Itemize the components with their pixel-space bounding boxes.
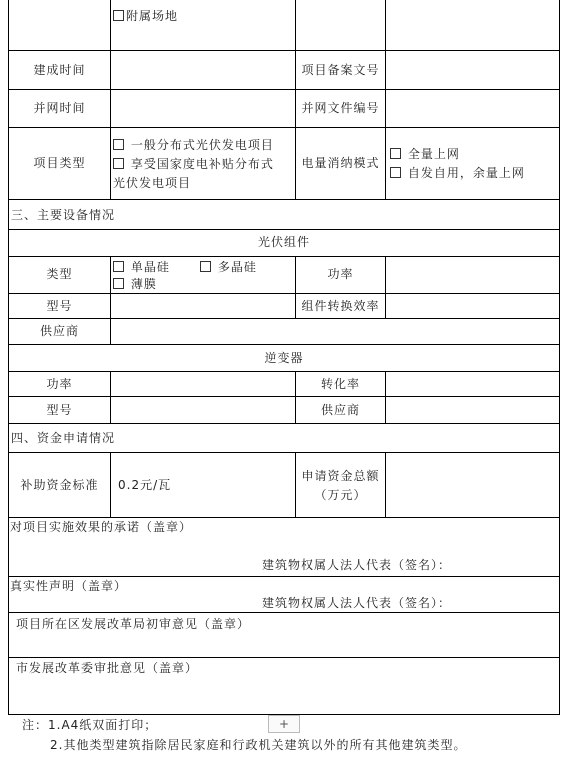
- rule: [8, 344, 560, 345]
- rule: [8, 396, 560, 397]
- rule: [110, 371, 111, 424]
- rule: [8, 89, 560, 90]
- grid-doc-no-label: 并网文件编号: [301, 101, 380, 115]
- rule: [385, 0, 386, 200]
- option-mono[interactable]: 单晶硅: [113, 259, 170, 275]
- option-subsidy-pv[interactable]: 享受国家度电补贴分布式: [113, 156, 274, 172]
- rule: [8, 318, 560, 319]
- total-amount-unit: （万元）: [314, 488, 367, 502]
- checkbox-icon[interactable]: [113, 158, 124, 169]
- checkbox-icon[interactable]: [390, 148, 401, 159]
- city-opinion-text: 市发展改革委审批意见（盖章）: [16, 661, 199, 675]
- option-attached-site[interactable]: 附属场地: [113, 8, 178, 24]
- pv-type-label: 类型: [46, 267, 73, 281]
- checkbox-icon[interactable]: [113, 10, 124, 21]
- rule: [8, 50, 560, 51]
- option-self-use[interactable]: 自发自用，余量上网: [390, 165, 525, 181]
- rule: [8, 256, 560, 257]
- checkbox-icon[interactable]: [200, 261, 211, 272]
- section-heading: 三、主要设备情况: [11, 208, 116, 222]
- rule: [8, 452, 560, 453]
- rule: [8, 371, 560, 372]
- pv-module-title: 光伏组件: [257, 235, 310, 249]
- subsidy-standard-value: 0.2元/瓦: [118, 478, 172, 492]
- rule: [8, 576, 560, 577]
- rule: [8, 517, 560, 518]
- rule: [295, 452, 296, 518]
- project-type-label: 项目类型: [33, 156, 86, 170]
- rule: [8, 229, 560, 230]
- pv-supplier-label: 供应商: [39, 324, 79, 338]
- grid-time-label: 并网时间: [33, 101, 86, 115]
- rule: [8, 127, 560, 128]
- rule: [385, 452, 386, 518]
- checkbox-icon[interactable]: [113, 261, 124, 272]
- option-subsidy-pv-cont: 光伏发电项目: [113, 176, 192, 190]
- district-opinion-text: 项目所在区发展改革局初审意见（盖章）: [16, 617, 251, 631]
- note-1: 注：1.A4纸双面打印；: [22, 718, 158, 732]
- rule: [385, 371, 386, 424]
- rule: [385, 256, 386, 319]
- rule: [8, 199, 560, 200]
- checkbox-icon[interactable]: [390, 167, 401, 178]
- build-time-label: 建成时间: [33, 63, 86, 77]
- inverter-power-label: 功率: [46, 377, 73, 391]
- rule: [110, 452, 111, 518]
- consume-mode-label: 电量消纳模式: [301, 156, 380, 170]
- rule: [110, 0, 111, 200]
- option-film[interactable]: 薄膜: [113, 276, 157, 292]
- checkbox-icon[interactable]: [113, 139, 124, 150]
- pv-efficiency-label: 组件转换效率: [301, 299, 380, 313]
- option-general-pv[interactable]: 一般分布式光伏发电项目: [113, 137, 274, 153]
- option-full-grid[interactable]: 全量上网: [390, 146, 460, 162]
- pv-power-label: 功率: [327, 267, 354, 281]
- note-2: 2.其他类型建筑指除居民家庭和行政机关建筑以外的所有其他建筑类型。: [50, 738, 467, 752]
- inverter-model-label: 型号: [46, 403, 73, 417]
- inverter-title: 逆变器: [264, 351, 304, 365]
- subsidy-standard-label: 补助资金标准: [20, 478, 99, 492]
- add-button[interactable]: +: [268, 715, 300, 733]
- commitment-text: 对项目实施效果的承诺（盖章）: [10, 520, 193, 534]
- rule: [8, 423, 560, 424]
- total-amount-label: 申请资金总额: [301, 469, 380, 483]
- pv-model-label: 型号: [46, 299, 73, 313]
- rule: [559, 0, 560, 715]
- rule: [8, 293, 560, 294]
- rule: [8, 657, 560, 658]
- authenticity-signature: 建筑物权属人法人代表（签名）：: [262, 596, 452, 610]
- inverter-supplier-label: 供应商: [320, 403, 360, 417]
- rule: [8, 612, 560, 613]
- section-heading: 四、资金申请情况: [11, 431, 116, 445]
- checkbox-icon[interactable]: [113, 278, 124, 289]
- commitment-signature: 建筑物权属人法人代表（签名）：: [262, 558, 452, 572]
- inverter-conversion-label: 转化率: [320, 377, 360, 391]
- filing-no-label: 项目备案文号: [301, 63, 380, 77]
- option-poly[interactable]: 多晶硅: [200, 259, 257, 275]
- authenticity-text: 真实性声明（盖章）: [10, 579, 128, 593]
- rule: [110, 256, 111, 345]
